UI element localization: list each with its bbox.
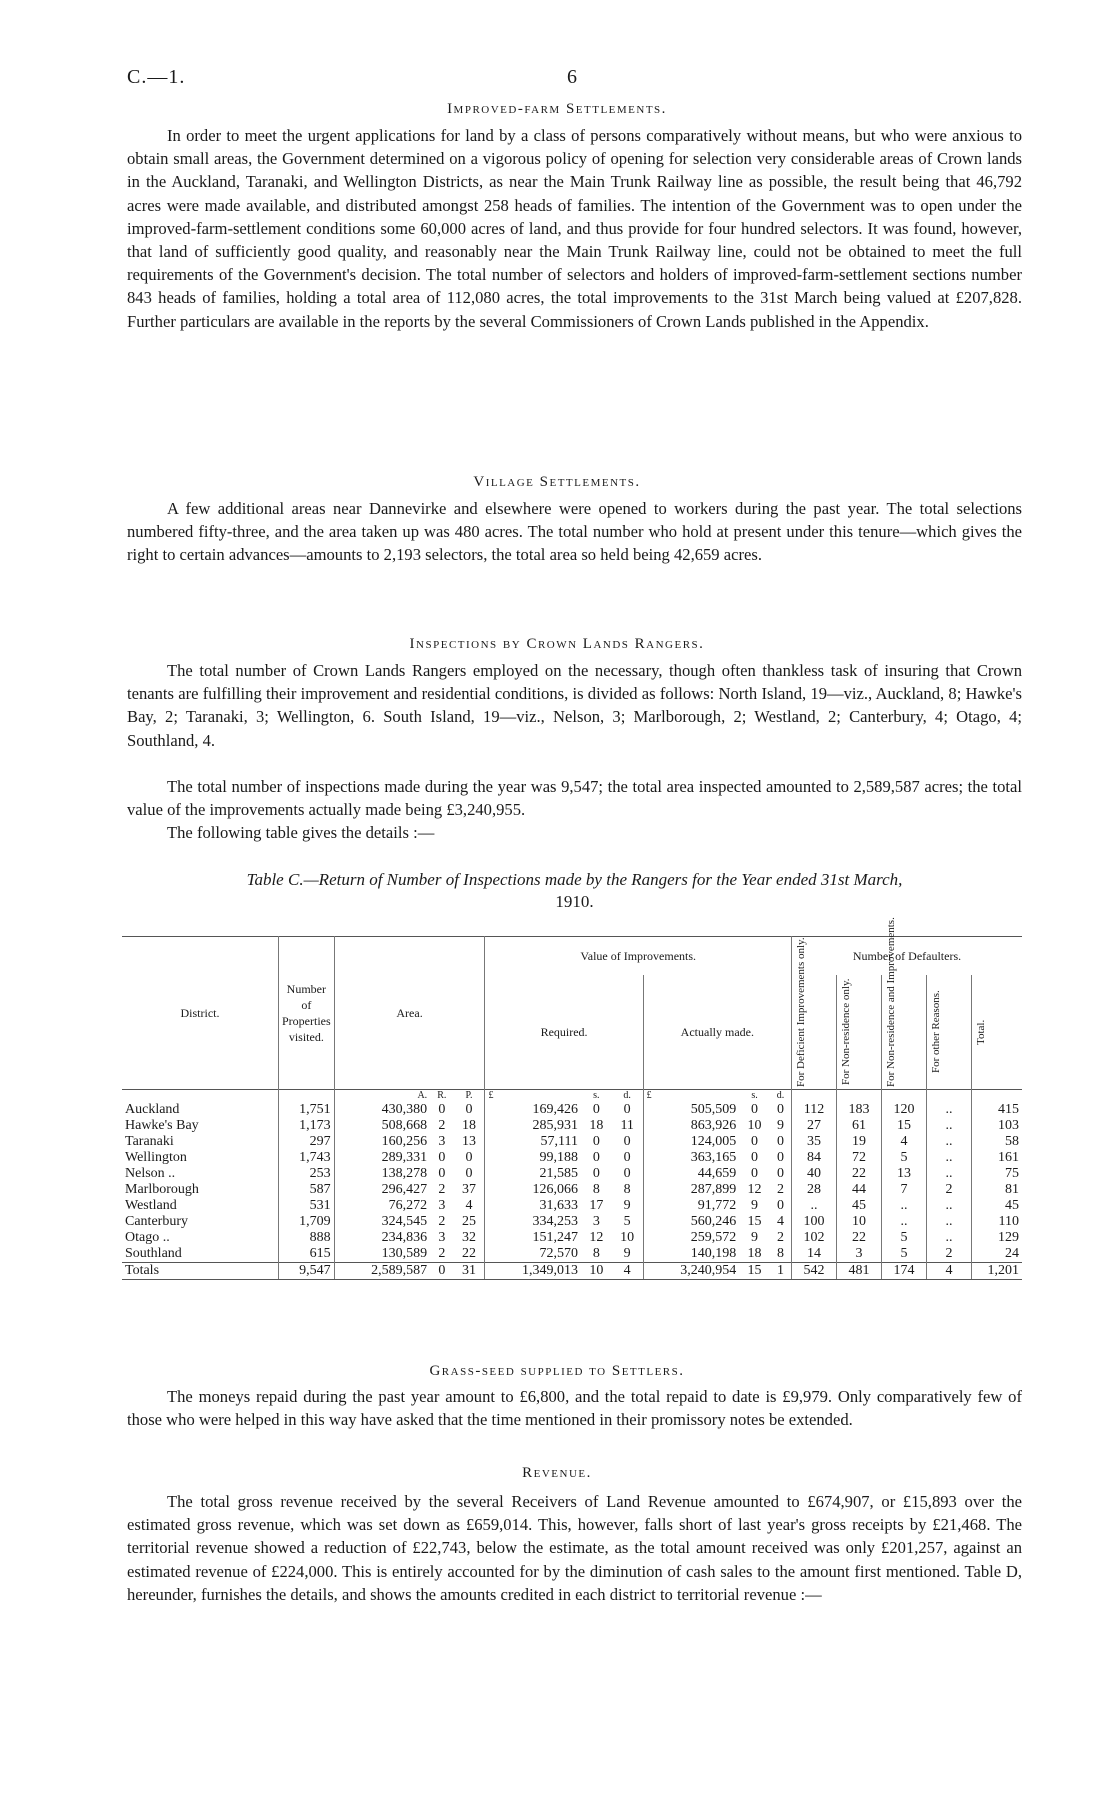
cell-district: Hawke's Bay [125,1118,199,1133]
cell-num: 1,709 [279,1214,335,1230]
paragraph-inspections-1: The total number of Crown Lands Rangers employed on the necessary, though often thankless task of insuring that Crown tenants are fulfilling their improvement and residential conditions, is divided as follows: North Island, 19—viz., Auckland, 8; Hawke's Bay, 2; Taranaki, 3; Wellington, 6. South Island, 19—viz., Nelson, 3; Marlborough, 2; Westland, 2; Canterbury, 4; Otago, 4; Southland, 4. [127,661,1022,750]
cell-p: 31 [453,1263,484,1280]
cell-d1: .. [792,1198,837,1214]
cell-p: 0 [465,1166,473,1181]
cell-d4: .. [927,1230,972,1246]
cell-act-d: 0 [776,1134,784,1149]
cell-d1: 84 [792,1150,837,1166]
unit-roods: R. [437,1090,447,1101]
unit-pence: d. [623,1090,631,1101]
cell-p: 18 [461,1118,476,1133]
cell-d2: 481 [837,1263,882,1280]
paragraph-village: A few additional areas near Dannevirke and elsewhere were opened to workers during the past year. The total selections numbered fifty-three, and the area taken up was 480 acres. The total number who hold at present under this tenure—which gives the right to certain advances—amounts to 2,193 selectors, the total area so held being 42,659 acres. [127,499,1022,565]
cell-r: 0 [438,1150,446,1165]
cell-p: 0 [465,1102,473,1117]
cell-d3: 5 [882,1246,927,1263]
cell-act-s: 9 [751,1230,759,1245]
cell-d2: 72 [837,1150,882,1166]
cell-req-d: 0 [623,1166,631,1181]
cell-tot: 24 [972,1246,1023,1263]
cell-d4: .. [927,1134,972,1150]
cell-tot: 58 [972,1134,1023,1150]
cell-r: 2 [438,1246,446,1261]
paragraph-grass-seed: The moneys repaid during the past year amount to £6,800, and the total repaid to date is £9,979. Only comparatively few of those who were helped in this way have asked that the time mentioned in their promissory notes be extended. [127,1387,1022,1430]
header-def-both: For Non-residence and Improvements. [885,917,897,1087]
cell-a: 130,589 [334,1246,430,1263]
table-row [122,1166,1022,1182]
cell-p: 37 [461,1182,476,1197]
unit-perches: P. [465,1090,473,1101]
cell-d3: .. [882,1214,927,1230]
cell-district: Nelson .. [125,1166,176,1181]
cell-d2: 44 [837,1182,882,1198]
header-area: Area. [334,937,485,1090]
cell-act-l: 259,572 [643,1230,739,1246]
table-caption-year: 1910. [555,892,594,911]
cell-act-l: 287,899 [643,1182,739,1198]
cell-num: 9,547 [279,1263,335,1280]
cell-d3: .. [882,1198,927,1214]
cell-act-s: 12 [747,1182,762,1197]
cell-num: 1,173 [279,1118,335,1134]
cell-req-l: 21,585 [485,1166,581,1182]
page-number: 6 [567,66,577,88]
cell-p: 4 [465,1198,473,1213]
table-row [122,1118,1022,1134]
inspections-table [122,917,1022,1280]
cell-a: 234,836 [334,1230,430,1246]
cell-d4: 2 [927,1246,972,1263]
cell-req-s: 0 [592,1150,600,1165]
cell-district: Otago .. [125,1230,170,1245]
cell-act-d: 0 [776,1166,784,1181]
unit-shillings: s. [593,1090,600,1101]
cell-d2: 22 [837,1230,882,1246]
cell-district: Westland [125,1198,177,1213]
cell-req-l: 72,570 [485,1246,581,1263]
cell-req-l: 31,633 [485,1198,581,1214]
cell-tot: 81 [972,1182,1023,1198]
cell-tot: 161 [972,1150,1023,1166]
cell-a: 508,668 [334,1118,430,1134]
cell-r: 3 [438,1198,446,1213]
cell-d3: 174 [882,1263,927,1280]
cell-d2: 183 [837,1102,882,1118]
cell-district: Marlborough [125,1182,199,1197]
header-total: Total. [975,1019,987,1045]
cell-district: Totals [122,1263,279,1280]
document-reference: C.—1. [127,66,186,88]
header-properties: Number of Properties visited. [279,937,335,1090]
header-def-other: For other Reasons. [930,990,942,1074]
cell-d1: 14 [792,1246,837,1263]
cell-act-s: 15 [747,1214,762,1229]
cell-req-d: 4 [612,1263,643,1280]
cell-d1: 100 [792,1214,837,1230]
cell-p: 32 [461,1230,476,1245]
cell-a: 138,278 [334,1166,430,1182]
cell-d2: 45 [837,1198,882,1214]
cell-req-l: 1,349,013 [485,1263,581,1280]
cell-d3: 15 [882,1118,927,1134]
table-row [122,1150,1022,1166]
cell-req-l: 169,426 [485,1102,581,1118]
heading-village: Village Settlements. [473,474,641,490]
table-row [122,1198,1022,1214]
cell-d4: .. [927,1150,972,1166]
cell-tot: 110 [972,1214,1023,1230]
cell-r: 0 [438,1102,446,1117]
cell-d3: 13 [882,1166,927,1182]
cell-req-s: 3 [592,1214,600,1229]
cell-tot: 103 [972,1118,1023,1134]
table-row [122,1134,1022,1150]
cell-d1: 28 [792,1182,837,1198]
unit-pence: d. [776,1090,785,1101]
cell-d4: 4 [927,1263,972,1280]
cell-r: 0 [438,1166,446,1181]
cell-act-d: 4 [776,1214,784,1229]
cell-r: 3 [438,1230,446,1245]
cell-r: 2 [438,1118,446,1133]
cell-d3: 4 [882,1134,927,1150]
cell-req-d: 9 [623,1246,631,1261]
table-row [122,1230,1022,1246]
cell-act-l: 505,509 [643,1102,739,1118]
cell-num: 1,751 [279,1102,335,1118]
cell-act-d: 0 [776,1198,784,1213]
cell-r: 2 [438,1182,446,1197]
cell-req-s: 18 [589,1118,604,1133]
cell-act-l: 91,772 [643,1198,739,1214]
cell-p: 22 [461,1246,476,1261]
table-caption-title: Table C.—Return of Number of Inspections made by the Rangers for the Year ended 31st March, [246,870,903,889]
cell-act-s: 0 [751,1102,759,1117]
cell-p: 0 [465,1150,473,1165]
cell-req-s: 12 [589,1230,604,1245]
paragraph-revenue: The total gross revenue received by the several Receivers of Land Revenue amounted to £674,907, or £15,893 over the estimated gross revenue, which was set down as £659,014. This, however, falls short of last year's gross receipts by £21,468. The territorial revenue showed a reduction of £22,743, below the estimate, as the total amount received was only £201,257, against an estimated revenue of £224,000. This is entirely accounted for by the diminution of cash sales to the amount first mentioned. Table D, hereunder, furnishes the details, and shows the amounts credited in each district to territorial revenue :— [127,1492,1022,1604]
cell-district: Auckland [125,1102,180,1117]
cell-d2: 61 [837,1118,882,1134]
cell-act-s: 0 [751,1150,759,1165]
cell-d1: 27 [792,1118,837,1134]
cell-req-d: 0 [623,1102,631,1117]
unit-shillings: s. [751,1090,758,1101]
cell-r: 2 [438,1214,446,1229]
cell-act-d: 9 [776,1118,784,1133]
cell-req-s: 0 [592,1134,600,1149]
cell-tot: 129 [972,1230,1023,1246]
cell-tot: 415 [972,1102,1023,1118]
cell-d1: 102 [792,1230,837,1246]
unit-pound: £ [643,1090,739,1103]
cell-act-l: 560,246 [643,1214,739,1230]
cell-num: 531 [279,1198,335,1214]
cell-act-d: 0 [776,1102,784,1117]
cell-d4: .. [927,1198,972,1214]
cell-req-d: 10 [620,1230,635,1245]
cell-num: 297 [279,1134,335,1150]
cell-act-d: 2 [776,1230,784,1245]
cell-req-s: 8 [592,1182,600,1197]
cell-req-l: 285,931 [485,1118,581,1134]
cell-req-d: 0 [623,1134,631,1149]
cell-p: 13 [461,1134,476,1149]
cell-a: 296,427 [334,1182,430,1198]
cell-act-s: 15 [739,1263,770,1280]
cell-act-s: 10 [747,1118,762,1133]
cell-a: 76,272 [334,1198,430,1214]
cell-req-s: 0 [592,1102,600,1117]
table-row [122,1182,1022,1198]
cell-district: Southland [125,1246,182,1261]
cell-d1: 40 [792,1166,837,1182]
cell-act-d: 2 [776,1182,784,1197]
cell-act-s: 0 [751,1166,759,1181]
cell-r: 3 [438,1134,446,1149]
cell-act-d: 0 [776,1150,784,1165]
cell-act-l: 863,926 [643,1118,739,1134]
cell-req-d: 9 [623,1198,631,1213]
cell-d4: .. [927,1166,972,1182]
heading-grass-seed: Grass-seed supplied to Settlers. [429,1363,685,1379]
cell-req-l: 126,066 [485,1182,581,1198]
cell-act-s: 9 [751,1198,759,1213]
cell-act-l: 3,240,954 [643,1263,739,1280]
unit-pound: £ [485,1090,581,1103]
cell-tot: 45 [972,1198,1023,1214]
cell-act-l: 124,005 [643,1134,739,1150]
cell-tot: 75 [972,1166,1023,1182]
cell-req-l: 99,188 [485,1150,581,1166]
table-caption [127,869,1022,913]
cell-req-l: 151,247 [485,1230,581,1246]
cell-req-d: 5 [623,1214,631,1229]
heading-inspections: Inspections by Crown Lands Rangers. [409,636,705,652]
cell-d2: 22 [837,1166,882,1182]
cell-req-d: 0 [623,1150,631,1165]
cell-num: 253 [279,1166,335,1182]
cell-req-d: 8 [623,1182,631,1197]
cell-d2: 19 [837,1134,882,1150]
cell-district: Canterbury [125,1214,188,1229]
cell-act-s: 0 [751,1134,759,1149]
cell-district: Taranaki [125,1134,174,1149]
cell-district: Wellington [125,1150,187,1165]
cell-act-l: 140,198 [643,1246,739,1263]
cell-num: 888 [279,1230,335,1246]
table-row [122,1214,1022,1230]
cell-d4: .. [927,1102,972,1118]
cell-d2: 3 [837,1246,882,1263]
cell-tot: 1,201 [972,1263,1023,1280]
cell-d1: 542 [792,1263,837,1280]
cell-d1: 112 [792,1102,837,1118]
cell-d2: 10 [837,1214,882,1230]
cell-a: 2,589,587 [334,1263,430,1280]
cell-act-d: 1 [770,1263,792,1280]
header-def-residence: For Non-residence only. [840,978,852,1086]
cell-req-l: 57,111 [485,1134,581,1150]
cell-num: 587 [279,1182,335,1198]
cell-req-s: 10 [581,1263,612,1280]
cell-d3: 7 [882,1182,927,1198]
header-value-group: Value of Improvements. [485,937,792,976]
cell-r: 0 [430,1263,453,1280]
heading-revenue: Revenue. [522,1465,592,1481]
cell-num: 1,743 [279,1150,335,1166]
table-totals-row [122,1263,1022,1280]
cell-d3: 5 [882,1230,927,1246]
paragraph-inspections-2: The total number of inspections made during the year was 9,547; the total area inspected amounted to 2,589,587 acres; the total value of the improvements actually made being £3,240,955. [127,777,1022,820]
paragraph-improved-farm: In order to meet the urgent applications for land by a class of persons comparatively without means, but who were anxious to obtain small areas, the Government determined on a vigorous policy of opening for selection very considerable areas of Crown lands in the Auckland, Taranaki, and Wellington Districts, as near the Main Trunk Railway line as possible, the result being that 46,792 acres were made available, and distributed amongst 258 heads of families. The intention of the Government was to open under the improved-farm-settlement conditions some 60,000 acres of land, and thus provide for four hundred selectors. It was found, however, that land of sufficiently good quality, and reasonably near the Main Trunk Railway line, could not be obtained to meet the full requirements of the Government's decision. The total number of selectors and holders of improved-farm-settlement sections number 843 heads of families, holding a total area of 112,080 acres, the total improvements to the 31st March being valued at £207,828. Further particulars are available in the reports by the several Commissioners of Crown Lands published in the Appendix. [127,126,1022,331]
cell-req-d: 11 [620,1118,634,1133]
heading-improved-farm: Improved-farm Settlements. [447,101,667,117]
cell-act-l: 44,659 [643,1166,739,1182]
cell-act-s: 18 [747,1246,762,1261]
table-row [122,1102,1022,1118]
cell-a: 430,380 [334,1102,430,1118]
header-defaulters-group: Number of Defaulters. [792,937,1023,976]
cell-a: 324,545 [334,1214,430,1230]
cell-req-s: 8 [592,1246,600,1261]
cell-d3: 120 [882,1102,927,1118]
paragraph-inspections-3: The following table gives the details :— [167,823,435,842]
cell-d3: 5 [882,1150,927,1166]
header-district: District. [180,1006,220,1020]
cell-d4: .. [927,1118,972,1134]
cell-d4: 2 [927,1182,972,1198]
header-def-improvements: For Deficient Improvements only. [795,937,807,1087]
cell-a: 160,256 [334,1134,430,1150]
cell-act-d: 8 [776,1246,784,1261]
header-required: Required. [485,975,643,1090]
table-row [122,1246,1022,1263]
cell-p: 25 [461,1214,476,1229]
cell-req-s: 17 [589,1198,604,1213]
cell-act-l: 363,165 [643,1150,739,1166]
cell-d4: .. [927,1214,972,1230]
cell-a: 289,331 [334,1150,430,1166]
cell-d1: 35 [792,1134,837,1150]
unit-acres: A. [334,1090,430,1103]
cell-num: 615 [279,1246,335,1263]
cell-req-s: 0 [592,1166,600,1181]
cell-req-l: 334,253 [485,1214,581,1230]
header-actually-made: Actually made. [643,975,791,1090]
